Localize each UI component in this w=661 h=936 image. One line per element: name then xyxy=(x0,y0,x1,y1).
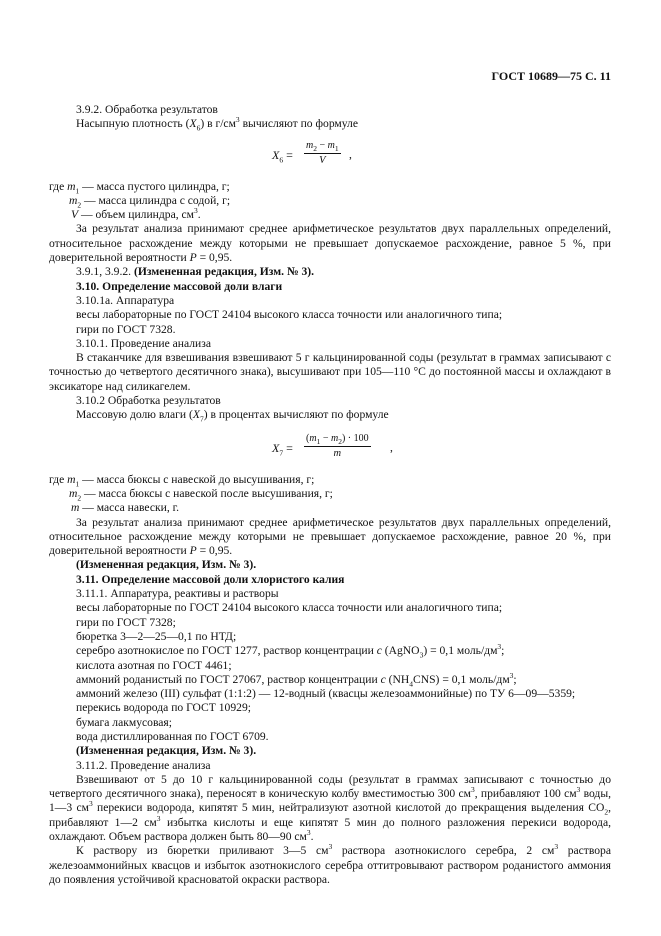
formula-moisture xyxy=(49,423,611,473)
formula-numerator: $(m_1 - m_2) \cdot 100$ xyxy=(306,432,369,446)
amendment-note: (Измененная редакция, Изм. № 3). xyxy=(76,744,257,758)
where-line: V — объем цилиндра, $см^3$. xyxy=(71,206,201,222)
paragraph-procedure-moisture: В стаканчике для взвешивания взвешивают 5 г кальцинированной соды (результат в граммах записывают с точностью до четвертого десятичного знака), высушивают при 105—110 °С до постоянной массы и охлаждают в эксикаторе над силикагелем. xyxy=(49,351,611,393)
section-3-10-2-title: 3.10.2 Обработка результатов xyxy=(76,394,221,408)
formula-comma: , xyxy=(349,147,352,161)
where-line: $m_2$ — масса цилиндра с содой, г; xyxy=(69,193,231,210)
where-line: где $m_1$ — масса бюксы с навеской до высушивания, г; xyxy=(49,472,315,488)
paragraph-result-1: За результат анализа принимают среднее арифметическое результатов двух параллельных определений, относительное расхождение между которыми не превышает допускаемое расхождение, равное 5 %, при доверительной вероятности P = 0,95. xyxy=(49,222,611,265)
paragraph-procedure-chloride: Взвешивают от 5 до 10 г кальцинированной соды (результат в граммах записывают с точностью до четвертого десятичного знака), переносят в коническую колбу вместимостью 300 $см^3$, прибавляют 100 $см^3$ воды, 1—3 $см^3$ перекиси водорода, кипятят 5 мин, нейтрализуют азотной кислотой до прекращения выделения $CO_2$, прибавляют 1—2 $см^3$ избытка кислоты и еще кипятят 5 мин до полного разложения перекиси водорода, охлаждают. Объем раствора должен быть 80—90 $см^3$. xyxy=(49,772,612,844)
section-3-10-2-intro: Массовую долю влаги $(X_7)$ в процентах вычисляют по формуле xyxy=(76,408,389,424)
page-header: ГОСТ 10689—75 С. 11 xyxy=(491,69,611,83)
paragraph-titration: К раствору из бюретки приливают 3—5 $см^3$ раствора азотнокислого серебра, 2 $см^3$ раствора железоаммонийных квасцов и избыток азотнокислого серебра оттитровывают раствором роданистого аммония до появления устойчивой красноватой окраски раствора. xyxy=(49,842,611,886)
formula-fraction xyxy=(304,140,341,167)
list-item: аммоний роданистый по ГОСТ 27067, раствор концентрации c $(NH_4CNS) = 0,1$ моль/$дм^3$; xyxy=(76,670,517,689)
section-3-10-1-title: 3.10.1. Проведение анализа xyxy=(76,336,211,350)
formula-bulk-density xyxy=(49,132,611,180)
amendment-note: (Измененная редакция, Изм. № 3). xyxy=(76,558,257,572)
amendment-note: 3.9.1, 3.9.2. (Измененная редакция, Изм. № 3). xyxy=(76,265,315,279)
paragraph-result-2: За результат анализа принимают среднее арифметическое результатов двух параллельных определений, относительное расхождение между которыми не превышает допускаемое расхождение, равное 20 %, при доверительной вероятности P = 0,95. xyxy=(49,515,611,558)
list-item: вода дистиллированная по ГОСТ 6709. xyxy=(76,729,269,743)
list-item: аммоний железо (III) сульфат (1:1:2) — 12-водный (квасцы железоаммонийные) по ТУ 6—09—5359; xyxy=(76,687,576,701)
formula-lhs: $X_7$ = xyxy=(272,440,293,458)
list-item: бюретка 3—2—25—0,1 по НТД; xyxy=(76,629,237,643)
list-item: гири по ГОСТ 7328. xyxy=(76,322,176,336)
list-item: весы лабораторные по ГОСТ 24104 высокого класса точности или аналогичного типа; xyxy=(76,308,503,322)
formula-fraction xyxy=(304,433,371,460)
section-3-11-2-title: 3.11.2. Проведение анализа xyxy=(76,758,211,772)
section-3-9-2-intro: Насыпную плотность $(X_6)$ в $г/см^3$ вычисляют по формуле xyxy=(76,115,358,133)
list-item: бумага лакмусовая; xyxy=(76,715,172,729)
list-item: кислота азотная по ГОСТ 4461; xyxy=(76,658,232,672)
section-3-10-1a-title: 3.10.1а. Аппаратура xyxy=(76,293,175,307)
section-3-11-1-title: 3.11.1. Аппаратура, реактивы и растворы xyxy=(76,587,279,601)
document-body xyxy=(49,103,611,887)
section-3-11-title: 3.11. Определение массовой доли хлористого калия xyxy=(76,572,345,586)
section-3-9-2-title: 3.9.2. Обработка результатов xyxy=(76,103,218,116)
where-line: $m_2$ — масса бюксы с навеской после высушивания, г; xyxy=(69,486,333,503)
formula-denominator: V xyxy=(319,154,326,166)
formula-comma: , xyxy=(390,440,393,454)
list-item: перекись водорода по ГОСТ 10929; xyxy=(76,701,251,715)
section-3-10-title: 3.10. Определение массовой доли влаги xyxy=(76,279,283,293)
list-item: гири по ГОСТ 7328; xyxy=(76,615,176,629)
formula-denominator: m xyxy=(333,447,342,459)
list-item: серебро азотнокислое по ГОСТ 1277, раствор концентрации c (AgNO$_3$) = 0,1 моль/$дм^3$; xyxy=(76,642,505,660)
where-line: m — масса навески, г. xyxy=(71,501,179,515)
list-item: весы лабораторные по ГОСТ 24104 высокого класса точности или аналогичного типа; xyxy=(76,601,503,615)
formula-numerator: $m_2 - m_1$ xyxy=(306,139,339,153)
where-line: где $m_1$ — масса пустого цилиндра, г; xyxy=(49,179,230,195)
formula-lhs: $X_6$ = xyxy=(272,147,293,164)
